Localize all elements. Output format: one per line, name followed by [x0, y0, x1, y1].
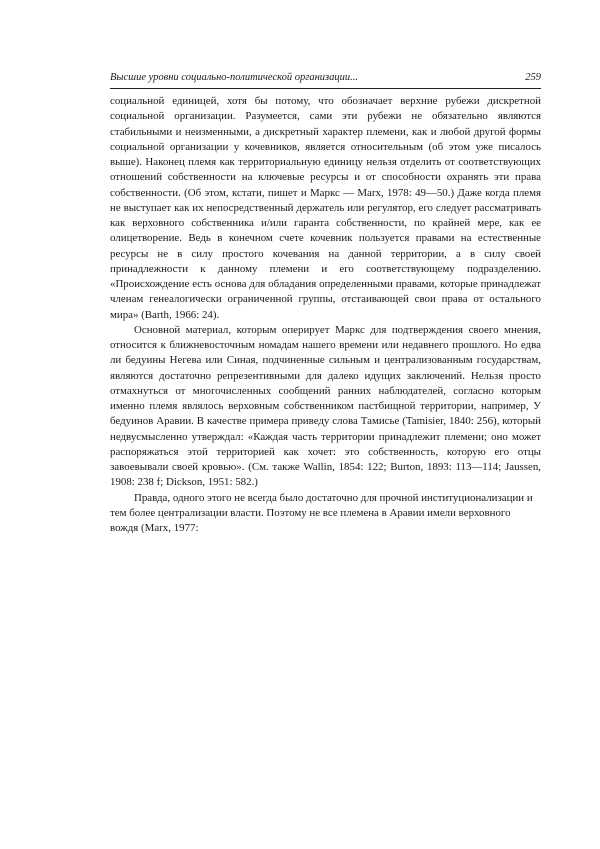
body-text — [110, 94, 541, 536]
paragraph-continued: социальной единицей, хотя бы потому, что обозначает верхние рубежи дискретной социальной организации. Разумеется, сами эти рубежи не обязательно являются стабильными и неизменными, а дискретный характер племени, как и любой другой формы социальной организации у кочевников, является относительным (об этом уже писалось выше). Наконец племя как территориальную единицу нельзя отделить от соответствующих отношений собственности на ключевые ресурсы и от способности охранять эти права собственности. (Об этом, кстати, пишет и Маркс — Marx, 1978: 49—50.) Даже когда племя не выступает как их непосредственный держатель или регулятор, его следует рассматривать как верховного собственника и/или гаранта собственности, по крайней мере, как ее олицетворение. Ведь в конечном счете кочевник пользуется правами на естественные ресурсы не в силу простого кочевания на данной территории, а в силу своей принадлежности к данному племени и его соответствующему подразделению. «Происхождение есть основа для обладания определенными правами, которые принадлежат членам генеалогически ограниченной группы, отстаивающей свои права от остального мира» (Barth, 1966: 24). — [110, 95, 541, 321]
running-title: Высшие уровни социально-политической организации... — [110, 72, 359, 83]
page-number: 259 — [525, 72, 541, 83]
paragraph-marx-material: Основной материал, которым оперирует Маркс для подтверждения своего мнения, относится к ближневосточным номадам нашего времени или недавнего прошлого. Но едва ли бедуины Негева или Синая, подчиненные сильным и централизованным государствам, являются достаточно репрезентивными для далеко идущих заключений. Нельзя просто отмахнуться от многочисленных сообщений ранних наблюдателей, согласно которым именно племя являлось верховным собственником пастбищной территории, например, У бедуинов Аравии. В качестве примера приведу слова Тамисье (Tamisier, 1840: 256), который недвусмысленно утверждал: «Каждая часть территории принадлежит племени; оно может распоряжаться этой территорией как хочет: это собственность, которую его отцы завоевывали своей кровью». (См. также Wallin, 1854: 122; Burton, 1893: 113—114; Jaussen, 1908: 238 f; Dickson, 1951: 582.) — [110, 323, 541, 489]
paragraph-partial: Правда, одного этого не всегда было достаточно для прочной институционализации и тем более централизации власти. Поэтому не все племена в Аравии имели верховного вождя (Marx, 1977: — [110, 491, 533, 534]
page-header — [110, 70, 541, 89]
